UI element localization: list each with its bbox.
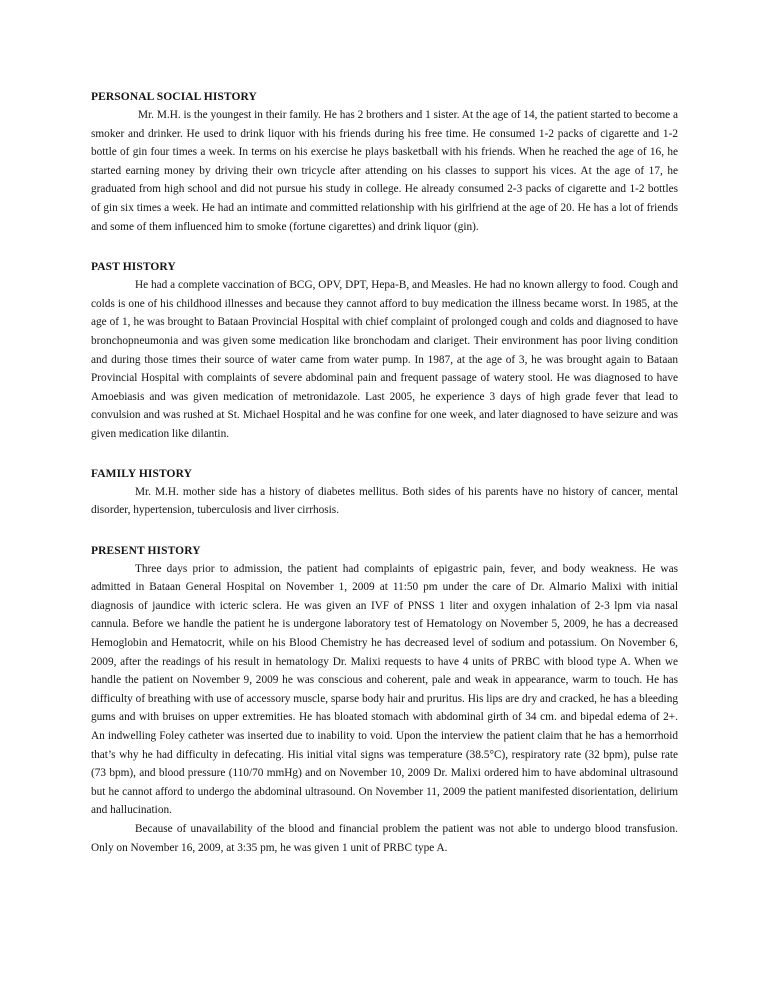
- document-page: [91, 88, 678, 878]
- present-history-heading: PRESENT HISTORY: [91, 544, 201, 557]
- family-history-heading: FAMILY HISTORY: [91, 467, 193, 480]
- personal-social-history-paragraph: Mr. M.H. is the youngest in their family. He has 2 brothers and 1 sister. At the age of 14, the patient started to become a smoker and drinker. He used to drink liquor with his friends during his free time. He consumed 1-2 packs of cigarette and 1-2 bottle of gin four times a week. In terms on his exercise he plays basketball with his friends. When he reached the age of 16, he started earning money by driving their own tricycle after attending on his classes to support his vices. At the age of 17, he graduated from high school and did not pursue his study in college. He already consumed 2-3 packs of cigarette and 1-2 bottles of gin six times a week. He had an intimate and committed relationship with his girlfriend at the age of 20. He has a lot of friends and some of them influenced him to smoke (fortune cigarettes) and drink liquor (gin).: [91, 109, 678, 233]
- personal-social-history-heading: PERSONAL SOCIAL HISTORY: [91, 91, 257, 103]
- past-history-section: [91, 258, 678, 443]
- personal-social-history-section: [91, 88, 678, 236]
- present-history-section: [91, 542, 678, 858]
- family-history-section: [91, 465, 678, 520]
- family-history-paragraph: Mr. M.H. mother side has a history of diabetes mellitus. Both sides of his parents have no history of cancer, mental disorder, hypertension, tuberculosis and liver cirrhosis.: [91, 485, 678, 517]
- present-history-paragraph-1: Three days prior to admission, the patient had complaints of epigastric pain, fever, and body weakness. He was admitted in Bataan General Hospital on November 1, 2009 at 11:50 pm under the care of Dr. Almario Malixi with initial diagnosis of jaundice with icteric sclera. He was given an IVF of PNSS 1 liter and oxygen inhalation of 2-3 lpm via nasal cannula. Before we handle the patient he is undergone laboratory test of Hematology on November 5, 2009, he has a decreased Hemoglobin and Hematocrit, while on his Blood Chemistry he has decreased level of sodium and potassium. On November 6, 2009, after the readings of his result in hematology Dr. Malixi requests to have 4 units of PRBC with blood type A. When we handle the patient on November 9, 2009 he was conscious and coherent, pale and weak in appearance, warm to touch. He has difficulty of breathing with use of accessory muscle, sparse body hair and pruritus. His lips are dry and cracked, he has a bleeding gums and with bruises on upper extremities. He has bloated stomach with abdominal girth of 34 cm. and bipedal edema of 2+. An indwelling Foley catheter was inserted due to inability to void. Upon the interview the patient claim that he has a hemorrhoid that’s why he had difficulty in defecating. His initial vital signs was temperature (38.5°C), respiratory rate (32 bpm), pulse rate (73 bpm), and blood pressure (110/70 mmHg) and on November 10, 2009 Dr. Malixi ordered him to have abdominal ultrasound but he cannot afford to undergo the abdominal ultrasound. On November 11, 2009 the patient manifested disorientation, delirium and hallucination.: [91, 562, 678, 817]
- past-history-heading: PAST HISTORY: [91, 261, 176, 274]
- present-history-paragraph-2: Because of unavailability of the blood and financial problem the patient was not able to undergo blood transfusion. Only on November 16, 2009, at 3:35 pm, he was given 1 unit of PRBC type A.: [91, 823, 678, 854]
- past-history-paragraph: He had a complete vaccination of BCG, OPV, DPT, Hepa-B, and Measles. He had no known allergy to food. Cough and colds is one of his childhood illnesses and because they cannot afford to buy medication the illness became worst. In 1985, at the age of 1, he was brought to Bataan Provincial Hospital with chief complaint of prolonged cough and colds and diagnosed to have bronchopneumonia and was given some medication like bronchodam and clariget. Their environment has poor living condition and during those times their source of water came from water pump. In 1987, at the age of 3, he was brought again to Bataan Provincial Hospital with complaints of severe abdominal pain and frequent passage of watery stool. He was diagnosed to have Amoebiasis and was given medication of metronidazole. Last 2005, he experience 3 days of high grade fever that lead to convulsion and was rushed at St. Michael Hospital and he was confine for one week, and later diagnosed to have seizure and was given medication like dilantin.: [91, 279, 678, 440]
